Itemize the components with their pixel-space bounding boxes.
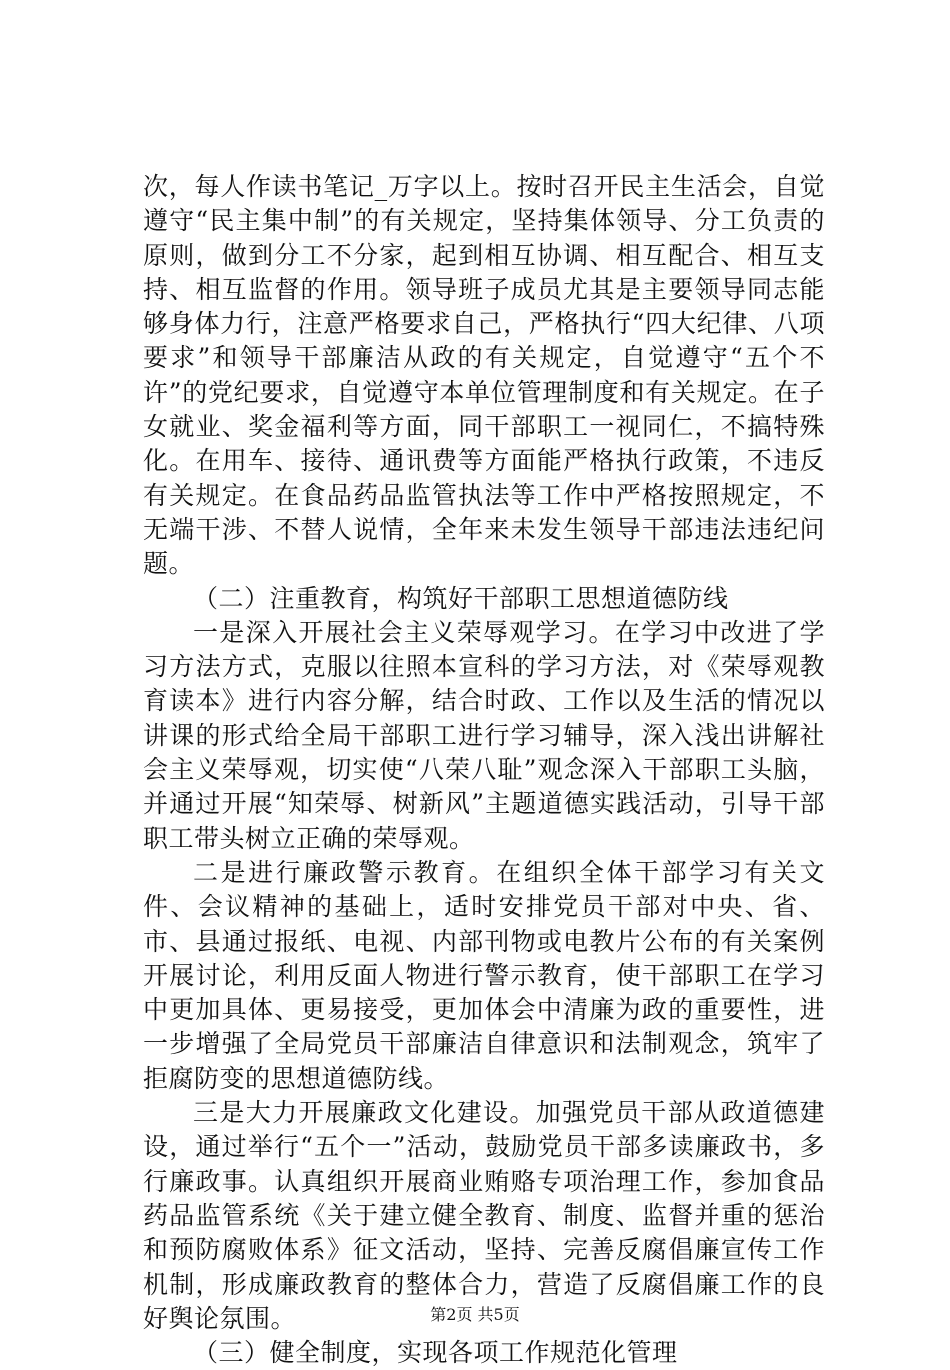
body-paragraph: 三是大力开展廉政文化建设。加强党员干部从政道德建设，通过举行“五个一”活动，鼓励党员干部多读廉政书，多行廉政事。认真组织开展商业贿赂专项治理工作，参加食品药品监管系统《关于建立健全教育、制度、监督并重的惩治和预防腐败体系》征文活动，坚持、完善反腐倡廉宣传工作机制，形成廉政教育的整体合力，营造了反腐倡廉工作的良好舆论氛围。 — [143, 1098, 825, 1333]
body-paragraph: 二是进行廉政警示教育。在组织全体干部学习有关文件、会议精神的基础上，适时安排党员干部对中央、省、市、县通过报纸、电视、内部刊物或电教片公布的有关案例开展讨论，利用反面人物进行警示教育，使干部职工在学习中更加具体、更易接受，更加体会中清廉为政的重要性，进一步增强了全局党员干部廉洁自律意识和法制观念，筑牢了拒腐防变的思想道德防线。 — [143, 857, 825, 1093]
body-paragraph: 次，每人作读书笔记_万字以上。按时召开民主生活会，自觉遵守“民主集中制”的有关规定，坚持集体领导、分工负责的原则，做到分工不分家，起到相互协调、相互配合、相互支持、相互监督的作用。领导班子成员尤其是主要领导同志能够身体力行，注意严格要求自己，严格执行“四大纪律、八项要求”和领导干部廉洁从政的有关规定，自觉遵守“五个不许”的党纪要求，自觉遵守本单位管理制度和有关规定。在子女就业、奖金福利等方面，同干部职工一视同仁，不搞特殊化。在用车、接待、通讯费等方面能严格执行政策，不违反有关规定。在食品药品监管执法等工作中严格按照规定，不无端干涉、不替人说情，全年来未发生领导干部违法违纪问题。 — [143, 172, 825, 579]
section-heading: （三）健全制度，实现各项工作规范化管理 — [193, 1338, 678, 1368]
section-heading: （二）注重教育，构筑好干部职工思想道德防线 — [193, 583, 729, 613]
page-number-footer: 第2页 共5页 — [430, 1305, 520, 1324]
document-body — [143, 170, 825, 1370]
body-paragraph: 一是深入开展社会主义荣辱观学习。在学习中改进了学习方法方式，克服以往照本宣科的学习方法，对《荣辱观教育读本》进行内容分解，结合时政、工作以及生活的情况以讲课的形式给全局干部职工进行学习辅导，深入浅出讲解社会主义荣辱观，切实使“八荣八耻”观念深入干部职工头脑，并通过开展“知荣辱、树新风”主题道德实践活动，引导干部职工带头树立正确的荣辱观。 — [143, 617, 825, 853]
